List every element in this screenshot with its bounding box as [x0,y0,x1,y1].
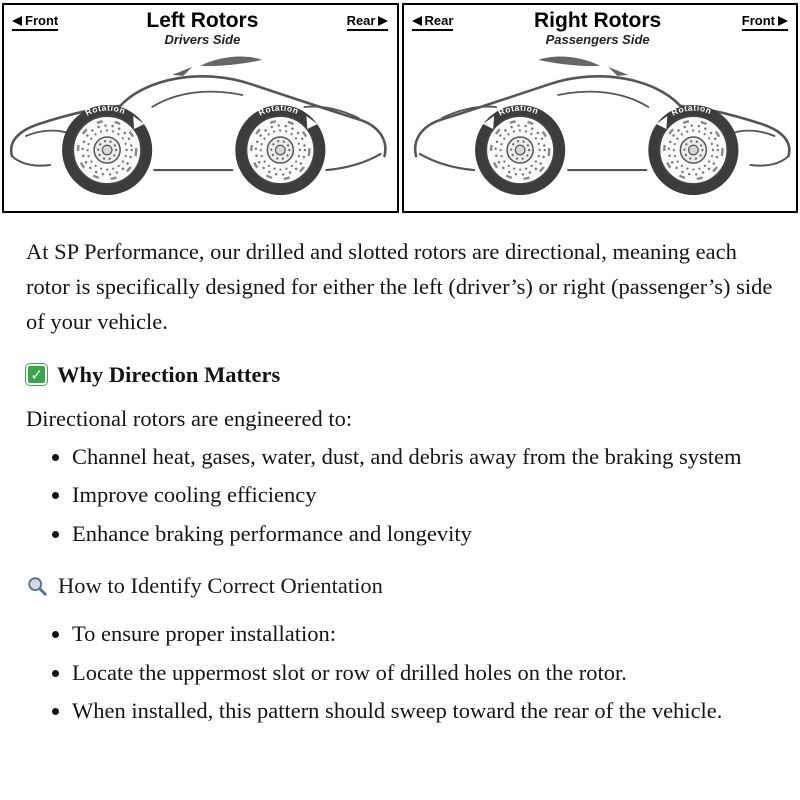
arrow-left-icon [12,16,22,26]
rotation-label: Rotation [669,102,713,118]
right-panel-subtitle: Passengers Side [545,32,650,48]
section2-bullet-list [26,617,774,728]
speed-swoosh-lines [538,57,628,76]
rear-label-text: Rear [346,13,376,28]
rear-label-text: Rear [424,13,454,28]
rotation-label: Rotation [495,102,540,118]
front-direction-label [12,13,58,31]
front-label-text: Front [25,13,59,28]
front-label-text: Front [741,13,775,28]
magnifier-icon [26,575,48,597]
front-direction-label [742,13,788,31]
right-panel-title: Right Rotors [534,9,662,32]
intro-paragraph: At SP Performance, our drilled and slotted rotors are directional, meaning each rotor is specifically designed for either the left (driver’s) or right (passenger’s) side of your vehicle. [26,239,773,334]
list-item: • When installed, this pattern should sweep toward the rear of the vehicle. [72,694,774,728]
rotation-label: Rotation [83,102,128,118]
speed-swoosh-lines [172,57,262,76]
section1-title: Why Direction Matters [57,361,281,387]
left-car-illustration [4,47,397,205]
left-panel-title: Left Rotors [146,9,259,32]
article-body [0,213,800,728]
section-why-direction-matters [26,362,774,388]
right-car-illustration [404,47,797,205]
section-how-to-identify [26,573,774,599]
list-item: • To ensure proper installation: [72,617,774,651]
list-item: • Locate the uppermost slot or row of drilled holes on the rotor. [72,656,774,690]
rotor-direction-diagram [0,0,800,213]
section1-bullet-list [26,440,774,551]
arrow-right-icon [778,16,788,26]
rear-direction-label [347,13,389,31]
front-wheel-left-car [62,103,152,196]
rear-wheel-left-car [235,103,325,196]
green-check-icon: ✓ [26,364,47,385]
left-rotors-panel [2,3,399,213]
left-panel-header [4,5,397,47]
right-rotors-panel [402,3,799,213]
list-item: • Improve cooling efficiency [72,478,774,512]
left-panel-subtitle: Drivers Side [164,32,241,48]
arrow-right-icon [378,16,388,26]
rear-direction-label [412,13,454,31]
list-item: • Enhance braking performance and longevity [72,517,774,551]
section1-lead: Directional rotors are engineered to: [26,405,353,431]
front-wheel-right-car [648,103,738,196]
right-panel-header [404,5,797,47]
section2-title: How to Identify Correct Orientation [58,572,383,598]
rotation-label: Rotation [256,102,301,118]
rear-wheel-right-car [475,103,565,196]
list-item: • Channel heat, gases, water, dust, and debris away from the braking system [72,440,774,474]
arrow-left-icon [412,16,422,26]
